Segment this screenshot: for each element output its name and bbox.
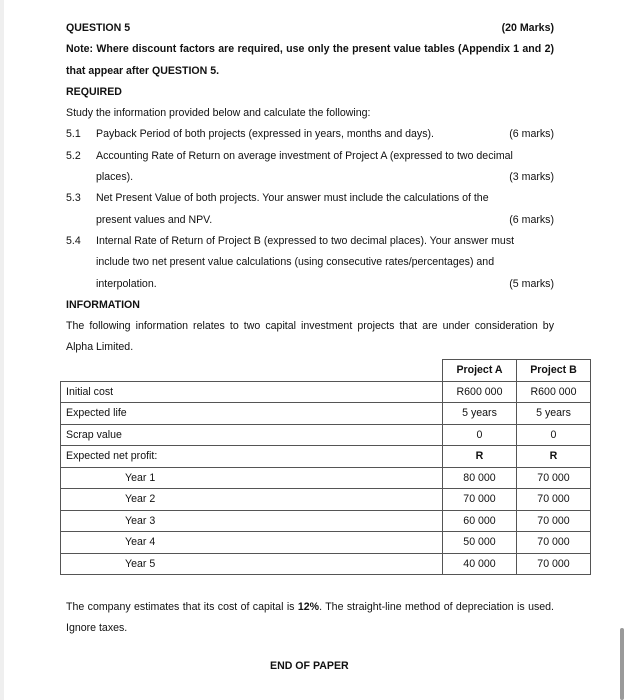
cell-project-b: 5 years <box>517 403 591 425</box>
table-row <box>61 424 591 446</box>
cell-project-a: 70 000 <box>443 489 517 511</box>
item-marks: (6 marks) <box>509 213 554 226</box>
item-text: include two net present value calculations (using consecutive rates/percentages) and <box>96 256 495 269</box>
row-label: Scrap value <box>61 424 443 446</box>
item-number: 5.4 <box>66 234 81 247</box>
end-of-paper: END OF PAPER <box>270 660 349 672</box>
intro-text: Study the information provided below and calculate the following: <box>66 107 371 120</box>
cell-project-b: 70 000 <box>517 553 591 575</box>
cost-of-capital-note <box>66 597 554 640</box>
scrollbar[interactable] <box>620 628 624 700</box>
item-5-1 <box>66 124 554 145</box>
row-label: Year 4 <box>61 532 443 554</box>
required-heading: REQUIRED <box>66 85 122 98</box>
cell-project-a: 5 years <box>443 403 517 425</box>
table-header-row <box>61 360 591 382</box>
question-body <box>66 18 554 359</box>
item-number: 5.3 <box>66 192 81 205</box>
row-label: Year 3 <box>61 510 443 532</box>
cell-project-b: R <box>517 446 591 468</box>
question-header <box>66 18 554 39</box>
projects-table <box>60 359 591 575</box>
table-row <box>61 381 591 403</box>
information-heading: INFORMATION <box>66 298 140 311</box>
item-text-block <box>96 188 554 231</box>
item-line <box>96 210 554 231</box>
row-label: Expected life <box>61 403 443 425</box>
cost-rate: 12% <box>297 601 320 613</box>
information-text: The following information relates to two capital investment projects that are under consideration by Alpha Limited. <box>66 320 554 354</box>
item-text: Internal Rate of Return of Project B (expressed to two decimal places). Your answer must <box>96 234 515 247</box>
table-row <box>61 532 591 554</box>
item-5-3 <box>66 188 554 231</box>
item-text: Net Present Value of both projects. Your answer must include the calculations of the <box>96 192 489 205</box>
row-label: Initial cost <box>61 381 443 403</box>
item-line <box>96 167 554 188</box>
cell-project-b: 70 000 <box>517 467 591 489</box>
table-row <box>61 489 591 511</box>
item-line <box>96 124 554 145</box>
row-label: Expected net profit: <box>61 446 443 468</box>
item-5-2 <box>66 146 554 189</box>
note-text: The company estimates that its cost of capital is <box>66 601 298 613</box>
cell-project-b: 0 <box>517 424 591 446</box>
item-text: places). <box>96 171 134 184</box>
item-marks: (6 marks) <box>509 128 554 141</box>
item-marks: (5 marks) <box>509 277 554 290</box>
item-text: present values and NPV. <box>96 213 213 226</box>
cell-project-b: 70 000 <box>517 532 591 554</box>
item-number: 5.1 <box>66 128 81 141</box>
item-marks: (3 marks) <box>509 171 554 184</box>
table-row <box>61 467 591 489</box>
question-marks: (20 Marks) <box>501 22 554 34</box>
cell-project-a: R600 000 <box>443 381 517 403</box>
table-row <box>61 446 591 468</box>
cell-project-b: R600 000 <box>517 381 591 403</box>
row-label: Year 1 <box>61 467 443 489</box>
table-row <box>61 403 591 425</box>
cell-project-b: 70 000 <box>517 510 591 532</box>
cell-project-b: 70 000 <box>517 489 591 511</box>
table-row <box>61 510 591 532</box>
item-text-block <box>96 231 554 295</box>
header-project-a: Project A <box>443 360 517 382</box>
note: Note: Where discount factors are required, use only the present value tables (Appendix 1 and 2) that appear after QUESTION 5. <box>66 43 554 77</box>
item-5-4 <box>66 231 554 295</box>
item-text: Accounting Rate of Return on average investment of Project A (expressed to two decimal <box>96 149 513 162</box>
page-edge <box>0 0 4 700</box>
cell-project-a: 60 000 <box>443 510 517 532</box>
item-text: Payback Period of both projects (expressed in years, months and days). <box>96 128 434 141</box>
table-header-blank <box>61 360 443 382</box>
cell-project-a: 40 000 <box>443 553 517 575</box>
cell-project-a: R <box>443 446 517 468</box>
note-text: . The straight-line method of depreciation is used. Ignore taxes. <box>66 601 554 635</box>
item-number: 5.2 <box>66 149 81 162</box>
item-text: interpolation. <box>96 277 157 290</box>
row-label: Year 5 <box>61 553 443 575</box>
header-project-b: Project B <box>517 360 591 382</box>
item-text-block <box>96 146 554 189</box>
item-line <box>96 274 554 295</box>
cell-project-a: 0 <box>443 424 517 446</box>
cell-project-a: 50 000 <box>443 532 517 554</box>
question-title: QUESTION 5 <box>66 22 131 34</box>
table-row <box>61 553 591 575</box>
row-label: Year 2 <box>61 489 443 511</box>
cell-project-a: 80 000 <box>443 467 517 489</box>
